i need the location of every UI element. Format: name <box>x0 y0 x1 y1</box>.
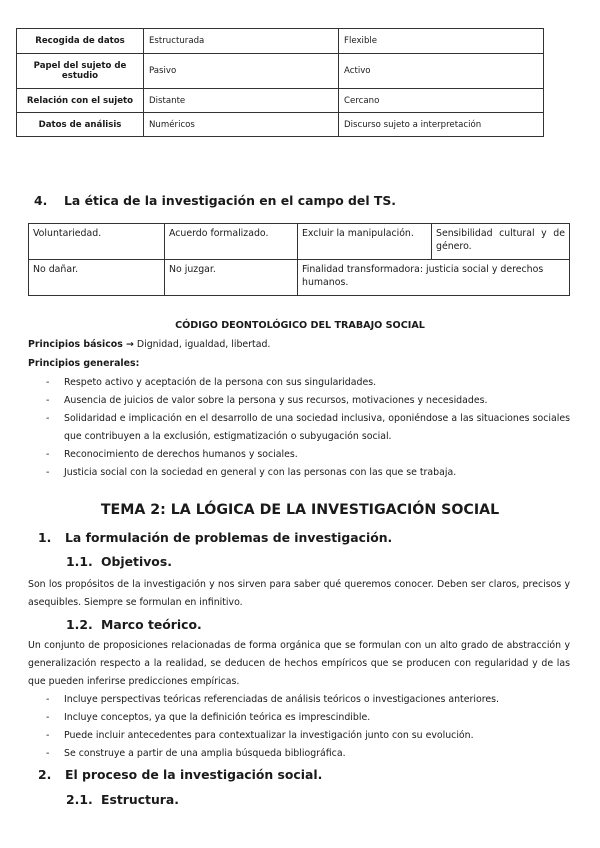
table-cell: Cercano <box>339 89 544 113</box>
list-item <box>28 691 570 709</box>
section-number: 2. <box>38 767 52 782</box>
table-row <box>17 113 544 137</box>
section-title: La formulación de problemas de investigación. <box>65 530 393 545</box>
table-cell: Distante <box>144 89 339 113</box>
section-number: 1.1. <box>66 554 93 569</box>
list-item-text: Respeto activo y aceptación de la persona con sus singularidades. <box>64 377 377 388</box>
table-cell: Numéricos <box>144 113 339 137</box>
basic-principles-line <box>28 339 270 350</box>
section-2-heading <box>38 767 322 782</box>
table-row <box>17 89 544 113</box>
table-row <box>17 54 544 89</box>
dash-bullet: - <box>46 413 50 424</box>
table-row <box>29 260 570 296</box>
section-title: Estructura. <box>101 792 179 807</box>
dash-bullet: - <box>46 377 50 388</box>
dash-bullet: - <box>46 730 50 741</box>
table-cell: Discurso sujeto a interpretación <box>339 113 544 137</box>
section-title: La ética de la investigación en el campo del TS. <box>64 193 396 208</box>
table-cell: Estructurada <box>144 29 339 54</box>
row-label: Relación con el sujeto <box>17 89 144 113</box>
tema-title: TEMA 2: LA LÓGICA DE LA INVESTIGACIÓN SOCIAL <box>100 502 500 518</box>
list-item <box>28 709 570 727</box>
section-2-1-heading <box>66 792 179 807</box>
list-item-text: Justicia social con la sociedad en general y con las personas con las que se trabaja. <box>64 467 457 478</box>
table-cell: Pasivo <box>144 54 339 89</box>
list-item-text: Incluye perspectivas teóricas referenciadas de análisis teóricos o investigaciones anteriores. <box>64 694 499 705</box>
principles-list <box>28 374 570 482</box>
dash-bullet: - <box>46 395 50 406</box>
table-cell: Activo <box>339 54 544 89</box>
row-label: Datos de análisis <box>17 113 144 137</box>
table-row <box>29 224 570 260</box>
dash-bullet: - <box>46 748 50 759</box>
section-1-1-heading <box>66 554 172 569</box>
list-item <box>28 727 570 745</box>
list-item-text: Se construye a partir de una amplia búsqueda bibliográfica. <box>64 748 346 759</box>
list-item <box>28 410 570 446</box>
ethics-table <box>28 223 570 296</box>
code-title: CÓDIGO DEONTOLÓGICO DEL TRABAJO SOCIAL <box>175 320 425 331</box>
table-cell: Excluir la manipulación. <box>298 224 432 260</box>
section-number: 1. <box>38 530 52 545</box>
basic-principles-label: Principios básicos → <box>28 339 134 350</box>
table-cell: Voluntariedad. <box>29 224 165 260</box>
row-label: Papel del sujeto de estudio <box>17 54 144 89</box>
list-item <box>28 464 570 482</box>
table-cell: No juzgar. <box>165 260 298 296</box>
dash-bullet: - <box>46 712 50 723</box>
table-row <box>17 29 544 54</box>
comparison-table <box>16 28 544 137</box>
section-number: 1.2. <box>66 617 93 632</box>
table-cell: Sensibilidad cultural y de género. <box>432 224 570 260</box>
list-item-text: Puede incluir antecedentes para contextualizar la investigación junto con su evolución. <box>64 730 474 741</box>
table-cell: Acuerdo formalizado. <box>165 224 298 260</box>
dash-bullet: - <box>46 467 50 478</box>
basic-principles-text: Dignidad, igualdad, libertad. <box>133 339 271 350</box>
section-title: Objetivos. <box>101 554 172 569</box>
table-cell: No dañar. <box>29 260 165 296</box>
section-number: 4. <box>34 193 48 208</box>
list-item <box>28 745 570 763</box>
dash-bullet: - <box>46 694 50 705</box>
table-cell: Finalidad transformadora: justicia social y derechos humanos. <box>298 260 570 296</box>
general-principles-label: Principios generales: <box>28 358 140 369</box>
row-label: Recogida de datos <box>17 29 144 54</box>
list-item-text: Solidaridad e implicación en el desarrollo de una sociedad inclusiva, oponiéndose a las situaciones sociales que contribuyen a la exclusión, estigmatización o subyugación social. <box>64 413 570 442</box>
list-item <box>28 392 570 410</box>
dash-bullet: - <box>46 449 50 460</box>
section-number: 2.1. <box>66 792 93 807</box>
section-title: El proceso de la investigación social. <box>65 767 323 782</box>
section-4-heading <box>34 193 396 208</box>
section-title: Marco teórico. <box>101 617 202 632</box>
theoretical-framework-paragraph: Un conjunto de proposiciones relacionadas de forma orgánica que se formulan con un alto grado de abstracción y generalización respecto a la realidad, se deducen de hechos empíricos que se producen con regularidad y de las que pueden inferirse predicciones empíricas. <box>28 640 570 687</box>
table-cell: Flexible <box>339 29 544 54</box>
list-item-text: Ausencia de juicios de valor sobre la persona y sus recursos, motivaciones y necesidades. <box>64 395 488 406</box>
section-1-2-heading <box>66 617 202 632</box>
objectives-paragraph: Son los propósitos de la investigación y nos sirven para saber qué queremos conocer. Deben ser claros, precisos y asequibles. Siempre se formulan en infinitivo. <box>28 579 570 608</box>
list-item-text: Reconocimiento de derechos humanos y sociales. <box>64 449 298 460</box>
list-item <box>28 446 570 464</box>
section-1-heading <box>38 530 392 545</box>
framework-list <box>28 691 570 763</box>
list-item <box>28 374 570 392</box>
list-item-text: Incluye conceptos, ya que la definición teórica es imprescindible. <box>64 712 371 723</box>
